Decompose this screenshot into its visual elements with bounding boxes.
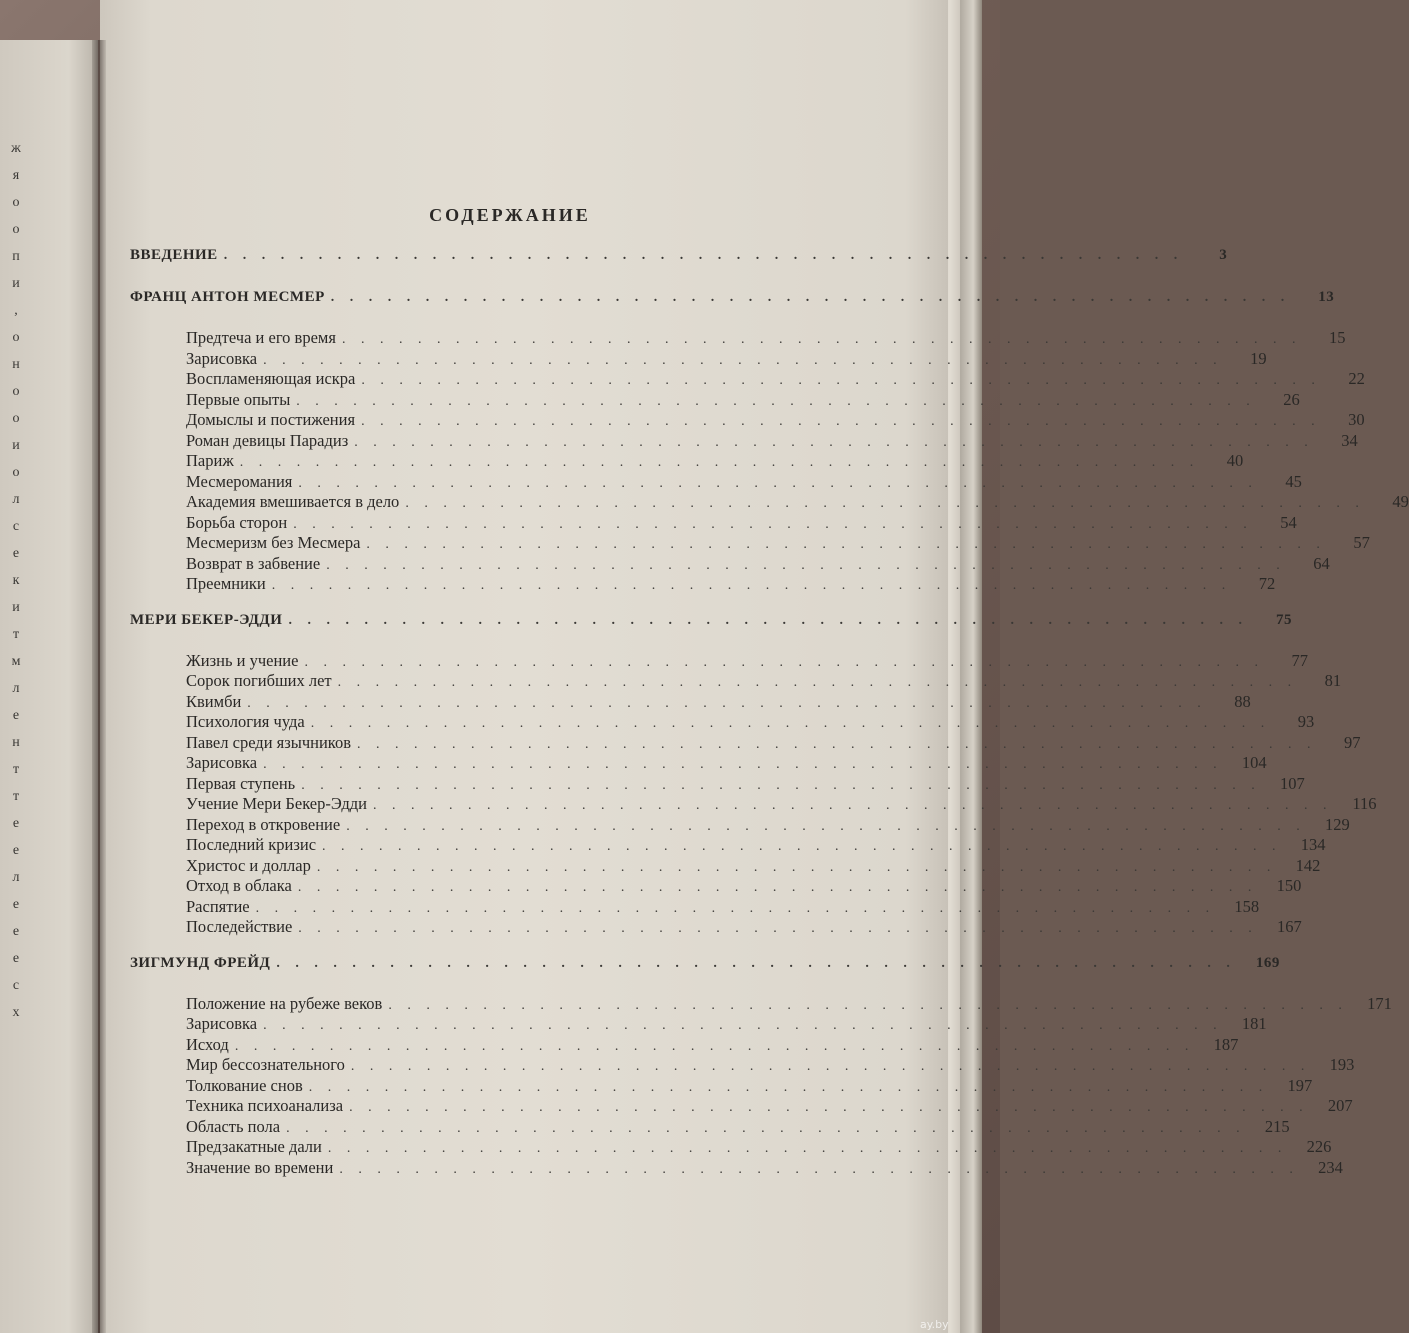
toc-item-page: 171 bbox=[1367, 993, 1392, 1013]
toc-item-page: 197 bbox=[1287, 1075, 1313, 1095]
toc-item bbox=[130, 691, 1251, 713]
spacer bbox=[130, 938, 870, 952]
toc-item-label: Борьба сторон bbox=[186, 512, 288, 532]
toc-item bbox=[130, 814, 1350, 836]
left-page-letter: л bbox=[12, 681, 20, 696]
spacer bbox=[130, 631, 870, 651]
toc-item bbox=[130, 451, 1244, 472]
toc-item-label: Преемники bbox=[186, 574, 266, 593]
left-page-letter: о bbox=[12, 384, 20, 399]
leader-dots: . . . . . . . . . . . . . . . . . . . . . . . . . . . . . . . . . . . . . . . . . . . . . . . . . . . bbox=[301, 777, 1261, 793]
toc-item-label: Воспламеняющая искра bbox=[186, 369, 356, 388]
left-page-letter: н bbox=[12, 735, 20, 750]
left-page-letter: с bbox=[12, 519, 20, 534]
left-page-letter: о bbox=[12, 411, 20, 426]
toc-item-page: 72 bbox=[1258, 574, 1276, 593]
toc-item bbox=[130, 410, 1365, 431]
leader-dots: . . . . . . . . . . . . . . . . . . . . . . . . . . . . . . . . . . . . . . . . . . . . . . . . . . . bbox=[263, 1018, 1223, 1033]
toc-item-page: 49 bbox=[1392, 492, 1409, 511]
leader-dots: . . . . . . . . . . . . . . . . . . . . . . . . . . . . . . . . . . . . . . . . . . . . . . . . . . . bbox=[255, 900, 1216, 916]
left-page-letter: и bbox=[12, 276, 20, 291]
toc-item-label: Учение Мери Бекер-Эдди bbox=[186, 794, 367, 813]
left-page-letter: е bbox=[12, 897, 20, 912]
leader-dots: . . . . . . . . . . . . . . . . . . . . . . . . . . . . . . . . . . . . . . . . . . . . . . . . . . . bbox=[316, 859, 1277, 875]
toc-item bbox=[130, 1075, 1313, 1097]
leader-dots: . . . . . . . . . . . . . . . . . . . . . . . . . . . . . . . . . . . . . . . . . . . . . . . . . . . bbox=[304, 654, 1264, 670]
toc-item-page: 93 bbox=[1297, 712, 1315, 731]
left-page-letter: ж bbox=[11, 141, 21, 156]
left-page-letter: п bbox=[12, 249, 20, 264]
left-page-letter: л bbox=[12, 492, 20, 507]
toc-item-page: 150 bbox=[1276, 876, 1302, 895]
toc-item-label: Христос и доллар bbox=[186, 855, 311, 875]
toc-item bbox=[130, 369, 1365, 390]
leader-dots: . . . . . . . . . . . . . . . . . . . . . . . . . . . . . . . . . . . . . . . . . . . . . . . . . . . bbox=[327, 1141, 1288, 1156]
toc-item bbox=[130, 533, 1370, 554]
leader-dots: . . . . . . . . . . . . . . . . . . . . . . . . . . . . . . . . . . . . . . . . . . . . . . . . . . . bbox=[372, 798, 1333, 813]
toc-item bbox=[130, 671, 1342, 692]
left-page-letter: х bbox=[12, 1005, 20, 1020]
left-page-letter: о bbox=[12, 222, 20, 237]
leader-dots: . . . . . . . . . . . . . . . . . . . . . . . . . . . . . . . . . . . . . . . . . . . . . . . . . . . bbox=[293, 516, 1253, 532]
toc-item bbox=[130, 876, 1302, 897]
toc-item bbox=[130, 1034, 1239, 1056]
left-page-letter: е bbox=[12, 951, 20, 966]
leader-dots: . . . . . . . . . . . . . . . . . . . . . . . . . . . . . . . . . . . . . . . . . . . . . . . . . . . bbox=[339, 1161, 1299, 1177]
leader-dots: . . . . . . . . . . . . . . . . . . . . . . . . . . . . . . . . . . . . . . . . . . . . . . . . . . . bbox=[346, 818, 1306, 834]
toc-item bbox=[130, 855, 1321, 877]
toc-item-page: 97 bbox=[1344, 732, 1361, 752]
toc-item-page: 57 bbox=[1353, 533, 1370, 552]
toc-section-page: 13 bbox=[1318, 289, 1335, 305]
left-page-letter: я bbox=[12, 168, 20, 183]
toc-title: СОДЕРЖАНИЕ bbox=[429, 205, 591, 225]
toc-section bbox=[130, 609, 1292, 631]
toc-item-page: 107 bbox=[1279, 773, 1305, 793]
toc-item-label: Возврат в забвение bbox=[186, 553, 321, 573]
toc-item-label: Месмеромания bbox=[186, 471, 293, 491]
toc-item bbox=[130, 1055, 1355, 1076]
toc-section-page: 3 bbox=[1219, 247, 1228, 263]
left-page-edge bbox=[0, 40, 98, 1333]
toc-section-label: ФРАНЦ АНТОН МЕСМЕР bbox=[130, 289, 325, 305]
toc-item bbox=[130, 993, 1392, 1015]
toc-item bbox=[130, 794, 1377, 815]
leader-dots: . . . . . . . . . . . . . . . . . . . . . . . . . . . . . . . . . . . . . . . . . . . . . . . . . . . bbox=[308, 1079, 1269, 1095]
spacer bbox=[130, 230, 870, 244]
toc-item-label: Техника психоанализа bbox=[186, 1096, 344, 1115]
spacer bbox=[130, 266, 870, 286]
leader-dots: . . . . . . . . . . . . . . . . . . . . . . . . . . . . . . . . . . . . . . . . . . . . . . . . . . . bbox=[271, 578, 1232, 593]
toc-section-label: ЗИГМУНД ФРЕЙД bbox=[130, 954, 271, 971]
toc-item-page: 193 bbox=[1329, 1055, 1355, 1074]
leader-dots: . . . . . . . . . . . . . . . . . . . . . . . . . . . . . . . . . . . . . . . . . . . . . . . . . . . bbox=[288, 612, 1248, 628]
toc-section-label: МЕРИ БЕКЕР-ЭДДИ bbox=[130, 611, 283, 628]
toc-item bbox=[130, 732, 1361, 754]
leader-dots: . . . . . . . . . . . . . . . . . . . . . . . . . . . . . . . . . . . . . . . . . . . . . . . . . . . bbox=[330, 290, 1291, 305]
toc-item bbox=[130, 1116, 1290, 1138]
toc-item-label: Академия вмешивается в дело bbox=[186, 492, 400, 511]
toc-item-page: 34 bbox=[1341, 430, 1358, 450]
leader-dots: . . . . . . . . . . . . . . . . . . . . . . . . . . . . . . . . . . . . . . . . . . . . . . . . . . . bbox=[388, 997, 1348, 1013]
watermark: ay.by bbox=[920, 1318, 949, 1331]
leader-dots: . . . . . . . . . . . . . . . . . . . . . . . . . . . . . . . . . . . . . . . . . . . . . . . . . . . bbox=[322, 839, 1282, 854]
leader-dots: . . . . . . . . . . . . . . . . . . . . . . . . . . . . . . . . . . . . . . . . . . . . . . . . . . . bbox=[296, 393, 1256, 409]
toc-item-label: Последействие bbox=[186, 917, 293, 936]
left-page-letter: , bbox=[14, 303, 18, 318]
leader-dots: . . . . . . . . . . . . . . . . . . . . . . . . . . . . . . . . . . . . . . . . . . . . . . . . . . . bbox=[223, 248, 1184, 263]
toc-item bbox=[130, 753, 1267, 774]
toc-item-label: Мир бессознательного bbox=[186, 1055, 345, 1074]
left-page-letter: т bbox=[12, 789, 20, 804]
toc-item bbox=[130, 773, 1305, 795]
leader-dots: . . . . . . . . . . . . . . . . . . . . . . . . . . . . . . . . . . . . . . . . . . . . . . . . . . . bbox=[405, 496, 1365, 511]
toc-item-page: 181 bbox=[1241, 1014, 1267, 1033]
toc-item bbox=[130, 896, 1260, 918]
toc-item-page: 88 bbox=[1234, 691, 1251, 711]
toc-item-label: Домыслы и постижения bbox=[186, 410, 356, 429]
leader-dots: . . . . . . . . . . . . . . . . . . . . . . . . . . . . . . . . . . . . . . . . . . . . . . . . . . . bbox=[366, 537, 1326, 552]
toc-item-page: 207 bbox=[1327, 1096, 1353, 1115]
toc-item-label: Распятие bbox=[186, 896, 250, 916]
leader-dots: . . . . . . . . . . . . . . . . . . . . . . . . . . . . . . . . . . . . . . . . . . . . . . . . . . . bbox=[354, 434, 1314, 450]
left-page-letter: е bbox=[12, 924, 20, 939]
toc-item bbox=[130, 1096, 1353, 1117]
spine-shadow bbox=[92, 40, 106, 1333]
toc-item-page: 64 bbox=[1313, 553, 1330, 573]
toc-item bbox=[130, 492, 1409, 513]
left-page-letter: е bbox=[12, 843, 20, 858]
toc-item-label: Положение на рубеже веков bbox=[186, 993, 383, 1013]
toc-item-label: Отход в облака bbox=[186, 876, 292, 895]
toc-item-page: 104 bbox=[1241, 753, 1267, 772]
left-page-letter: о bbox=[12, 465, 20, 480]
toc-section bbox=[130, 952, 1280, 974]
leader-dots: . . . . . . . . . . . . . . . . . . . . . . . . . . . . . . . . . . . . . . . . . . . . . . . . . . . bbox=[349, 1100, 1309, 1115]
leader-dots: . . . . . . . . . . . . . . . . . . . . . . . . . . . . . . . . . . . . . . . . . . . . . . . . . . . bbox=[276, 955, 1236, 971]
toc-item-page: 77 bbox=[1291, 650, 1308, 670]
toc-item-label: Зарисовка bbox=[186, 753, 258, 772]
leader-dots: . . . . . . . . . . . . . . . . . . . . . . . . . . . . . . . . . . . . . . . . . . . . . . . . . . . bbox=[350, 1059, 1311, 1074]
toc-item-page: 215 bbox=[1264, 1116, 1290, 1136]
toc-item bbox=[130, 574, 1276, 595]
toc-item-page: 81 bbox=[1324, 671, 1342, 690]
toc-item-label: Зарисовка bbox=[186, 348, 258, 368]
leader-dots: . . . . . . . . . . . . . . . . . . . . . . . . . . . . . . . . . . . . . . . . . . . . . . . . . . . bbox=[286, 1120, 1246, 1136]
toc-item-page: 187 bbox=[1213, 1034, 1239, 1054]
left-page-letter: к bbox=[12, 573, 20, 588]
left-page-letter: т bbox=[12, 762, 20, 777]
toc-section bbox=[130, 244, 1228, 266]
leader-dots: . . . . . . . . . . . . . . . . . . . . . . . . . . . . . . . . . . . . . . . . . . . . . . . . . . . bbox=[239, 455, 1200, 470]
left-page-letter: с bbox=[12, 978, 20, 993]
toc-item-page: 45 bbox=[1285, 471, 1302, 491]
leader-dots: . . . . . . . . . . . . . . . . . . . . . . . . . . . . . . . . . . . . . . . . . . . . . . . . . . . bbox=[263, 757, 1223, 772]
toc-item-page: 116 bbox=[1352, 794, 1377, 813]
toc-item bbox=[130, 650, 1308, 672]
toc-item-page: 19 bbox=[1250, 348, 1267, 368]
left-page-letter: е bbox=[12, 708, 20, 723]
toc-item-page: 134 bbox=[1300, 835, 1326, 854]
toc-item bbox=[130, 430, 1358, 452]
spacer bbox=[130, 974, 870, 994]
leader-dots: . . . . . . . . . . . . . . . . . . . . . . . . . . . . . . . . . . . . . . . . . . . . . . . . . . . bbox=[341, 332, 1302, 347]
toc-item-label: Первая ступень bbox=[186, 773, 296, 793]
leader-dots: . . . . . . . . . . . . . . . . . . . . . . . . . . . . . . . . . . . . . . . . . . . . . . . . . . . bbox=[234, 1038, 1195, 1054]
toc-item-page: 40 bbox=[1226, 451, 1244, 470]
toc-item-page: 26 bbox=[1283, 389, 1300, 409]
toc-item-label: Сорок погибших лет bbox=[186, 671, 332, 690]
toc-item-page: 54 bbox=[1280, 512, 1297, 532]
leader-dots: . . . . . . . . . . . . . . . . . . . . . . . . . . . . . . . . . . . . . . . . . . . . . . . . . . . bbox=[263, 352, 1223, 368]
left-page-letter: м bbox=[11, 654, 21, 669]
toc-item bbox=[130, 389, 1300, 411]
toc-item-label: Роман девицы Парадиз bbox=[186, 430, 349, 450]
toc-item bbox=[130, 1137, 1332, 1158]
toc-item bbox=[130, 917, 1302, 938]
left-page-letter: о bbox=[12, 330, 20, 345]
spacer bbox=[130, 308, 870, 328]
toc-item-label: Исход bbox=[186, 1034, 229, 1054]
toc-item bbox=[130, 348, 1267, 370]
toc-section-page: 75 bbox=[1275, 611, 1292, 628]
spacer bbox=[130, 1178, 870, 1192]
leader-dots: . . . . . . . . . . . . . . . . . . . . . . . . . . . . . . . . . . . . . . . . . . . . . . . . . . . bbox=[357, 736, 1317, 752]
leader-dots: . . . . . . . . . . . . . . . . . . . . . . . . . . . . . . . . . . . . . . . . . . . . . . . . . . . bbox=[361, 414, 1321, 429]
toc-item-page: 167 bbox=[1277, 917, 1302, 936]
toc-section-label: ВВЕДЕНИЕ bbox=[130, 247, 218, 263]
toc-item-page: 22 bbox=[1348, 369, 1365, 388]
toc-item-label: Париж bbox=[186, 451, 234, 470]
left-page-letter-column bbox=[6, 135, 26, 1026]
toc-item bbox=[130, 553, 1330, 575]
toc-item-label: Первые опыты bbox=[186, 389, 291, 409]
toc-item-label: Последний кризис bbox=[186, 835, 317, 854]
toc-item-label: Жизнь и учение bbox=[186, 650, 299, 670]
left-page-letter: е bbox=[12, 816, 20, 831]
toc-item-label: Переход в откровение bbox=[186, 814, 341, 834]
toc-item bbox=[130, 328, 1346, 349]
toc-item-label: Психология чуда bbox=[186, 712, 305, 731]
toc-item bbox=[130, 712, 1315, 733]
toc-item bbox=[130, 471, 1302, 493]
toc-item bbox=[130, 512, 1297, 534]
spacer bbox=[130, 595, 870, 609]
toc-item bbox=[130, 835, 1326, 856]
left-page-letter: л bbox=[12, 870, 20, 885]
toc-item-page: 30 bbox=[1348, 410, 1365, 429]
toc-item-label: Зарисовка bbox=[186, 1014, 258, 1033]
left-page-letter: и bbox=[12, 438, 20, 453]
left-page-letter: и bbox=[12, 600, 20, 615]
toc-item-page: 226 bbox=[1306, 1137, 1332, 1156]
leader-dots: . . . . . . . . . . . . . . . . . . . . . . . . . . . . . . . . . . . . . . . . . . . . . . . . . . . bbox=[361, 373, 1321, 388]
toc-item-label: Месмеризм без Месмера bbox=[186, 533, 361, 552]
left-page-letter: о bbox=[12, 195, 20, 210]
leader-dots: . . . . . . . . . . . . . . . . . . . . . . . . . . . . . . . . . . . . . . . . . . . . . . . . . . . bbox=[247, 695, 1207, 711]
toc-section bbox=[130, 286, 1335, 308]
leader-dots: . . . . . . . . . . . . . . . . . . . . . . . . . . . . . . . . . . . . . . . . . . . . . . . . . . . bbox=[337, 675, 1298, 690]
left-page-letter: н bbox=[12, 357, 20, 372]
leader-dots: . . . . . . . . . . . . . . . . . . . . . . . . . . . . . . . . . . . . . . . . . . . . . . . . . . . bbox=[326, 557, 1286, 573]
left-page-letter: е bbox=[12, 546, 20, 561]
toc-item-page: 15 bbox=[1328, 328, 1346, 347]
leader-dots: . . . . . . . . . . . . . . . . . . . . . . . . . . . . . . . . . . . . . . . . . . . . . . . . . . . bbox=[297, 880, 1258, 895]
toc-item-label: Предзакатные дали bbox=[186, 1137, 322, 1156]
toc-item-label: Предтеча и его время bbox=[186, 328, 336, 347]
toc-item-page: 234 bbox=[1318, 1157, 1343, 1177]
toc-item-label: Значение во времени bbox=[186, 1157, 334, 1177]
left-page-letter: т bbox=[12, 627, 20, 642]
toc-item bbox=[130, 1014, 1267, 1035]
leader-dots: . . . . . . . . . . . . . . . . . . . . . . . . . . . . . . . . . . . . . . . . . . . . . . . . . . . bbox=[298, 921, 1258, 936]
toc-item bbox=[130, 1157, 1343, 1179]
leader-dots: . . . . . . . . . . . . . . . . . . . . . . . . . . . . . . . . . . . . . . . . . . . . . . . . . . . bbox=[298, 475, 1258, 491]
leader-dots: . . . . . . . . . . . . . . . . . . . . . . . . . . . . . . . . . . . . . . . . . . . . . . . . . . . bbox=[310, 716, 1271, 731]
toc-item-label: Толкование снов bbox=[186, 1075, 303, 1095]
toc-item-label: Квимби bbox=[186, 691, 242, 711]
toc-item-label: Павел среди язычников bbox=[186, 732, 352, 752]
toc-item-label: Область пола bbox=[186, 1116, 281, 1136]
toc-item-page: 158 bbox=[1234, 896, 1260, 916]
toc-item-page: 142 bbox=[1295, 855, 1321, 875]
toc-item-page: 129 bbox=[1324, 814, 1350, 834]
toc-section-page: 169 bbox=[1255, 954, 1280, 971]
table-of-contents bbox=[130, 200, 1409, 1192]
